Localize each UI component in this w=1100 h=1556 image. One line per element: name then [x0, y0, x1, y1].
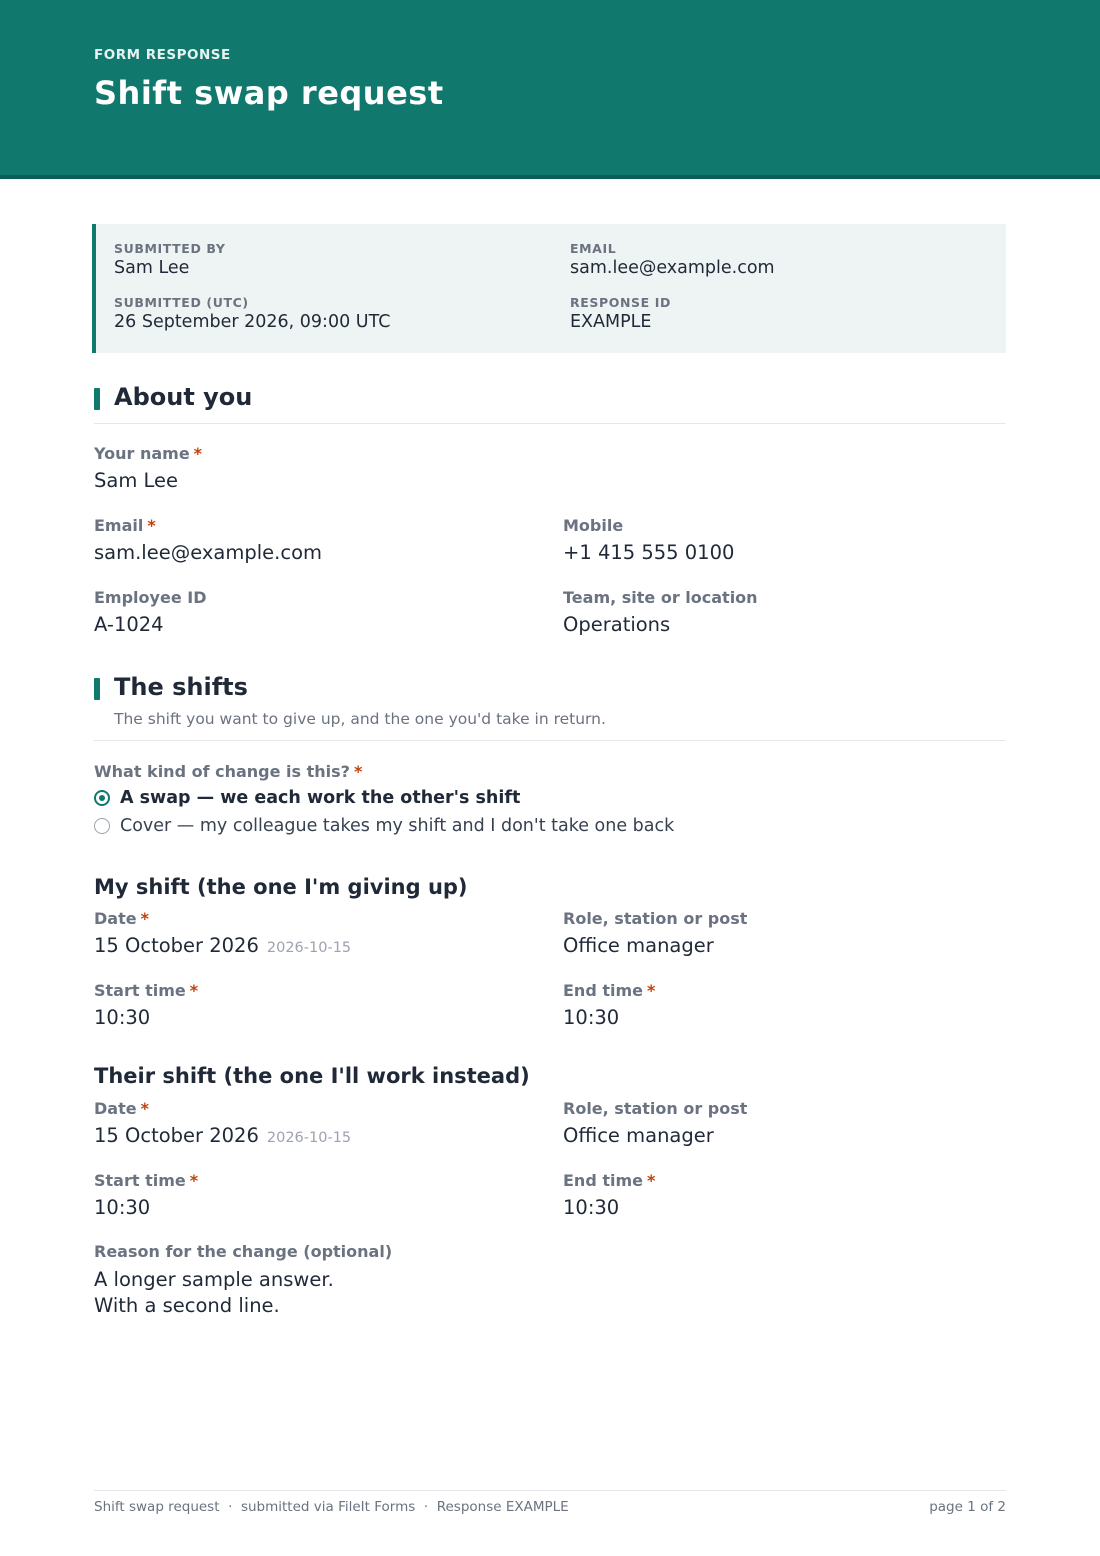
required-marker: *	[647, 981, 656, 1000]
required-marker: *	[353, 762, 363, 781]
meta-email-label: EMAIL	[570, 241, 617, 256]
required-marker: *	[140, 1099, 149, 1118]
reason-line: A longer sample answer.	[94, 1268, 334, 1291]
submitted-by	[114, 241, 225, 278]
field-label: Date *	[94, 1099, 149, 1118]
form-header	[0, 0, 1100, 179]
my-shift-role	[563, 909, 747, 957]
form-title: Shift swap request	[94, 74, 444, 112]
response-id-label: RESPONSE ID	[570, 295, 671, 310]
field-value: Sam Lee	[94, 469, 179, 492]
submitted-by-label: SUBMITTED BY	[114, 241, 226, 256]
their-shift-start	[94, 1171, 198, 1219]
required-marker: *	[647, 1171, 656, 1190]
footer-info: Shift swap request · submitted via FileIt Forms · Response EXAMPLE	[94, 1499, 569, 1515]
section-the-shifts	[94, 674, 1006, 741]
field-change-kind	[94, 762, 362, 781]
iso-date: 2026-10-15	[266, 940, 352, 956]
field-value: Office manager	[563, 934, 714, 957]
field-value: 10:30	[94, 1006, 151, 1029]
response-id-value: EXAMPLE	[570, 312, 652, 332]
field-label: Employee ID	[94, 588, 207, 607]
required-marker: *	[193, 444, 203, 463]
field-label: Start time *	[94, 981, 199, 1000]
field-label: What kind of change is this? *	[94, 762, 363, 781]
section-about-you	[94, 384, 1006, 424]
form-eyebrow: FORM RESPONSE	[94, 47, 231, 63]
section-accent-bar	[94, 388, 100, 410]
page-number: page 1 of 2	[929, 1499, 1006, 1515]
field-employee-id	[94, 588, 206, 636]
my-shift-start	[94, 981, 198, 1029]
field-label: Your name *	[94, 444, 203, 463]
meta-email	[570, 241, 775, 278]
field-value: 10:30	[563, 1006, 620, 1029]
radio-option-label: A swap — we each work the other's shift	[120, 788, 521, 808]
field-label: End time *	[563, 1171, 656, 1190]
section-title: The shifts	[114, 673, 248, 701]
field-value: A-1024	[94, 613, 164, 636]
their-shift-role	[563, 1099, 747, 1147]
section-accent-bar	[94, 678, 100, 700]
field-label: Team, site or location	[563, 588, 758, 607]
section-subtitle: The shift you want to give up, and the one you'd take in return.	[114, 710, 606, 728]
field-label: Mobile	[563, 516, 624, 535]
their-shift-date	[94, 1099, 351, 1147]
meta-email-value: sam.lee@example.com	[570, 258, 775, 278]
field-label: Role, station or post	[563, 909, 748, 928]
field-value: 15 October 2026 2026-10-15	[94, 1124, 352, 1147]
field-label: Start time *	[94, 1171, 199, 1190]
field-label: Date *	[94, 909, 149, 928]
field-value: sam.lee@example.com	[94, 541, 322, 564]
field-value: Operations	[563, 613, 671, 636]
field-your-name	[94, 444, 202, 492]
field-label: Reason for the change (optional)	[94, 1242, 393, 1261]
submitted-utc	[114, 295, 390, 332]
field-value: 10:30	[94, 1196, 151, 1219]
radio-option-swap	[94, 788, 520, 808]
submitted-by-value: Sam Lee	[114, 258, 190, 278]
field-reason	[94, 1242, 392, 1319]
required-marker: *	[189, 981, 199, 1000]
section-title: About you	[114, 383, 253, 411]
field-value: +1 415 555 0100	[563, 541, 735, 564]
required-marker: *	[140, 909, 149, 928]
radio-unselected-icon	[94, 818, 110, 834]
field-team	[563, 588, 758, 636]
field-mobile	[563, 516, 734, 564]
radio-option-label: Cover — my colleague takes my shift and I don't take one back	[120, 816, 675, 836]
response-id	[570, 295, 671, 332]
required-marker: *	[189, 1171, 199, 1190]
field-label: End time *	[563, 981, 656, 1000]
submission-meta	[92, 224, 1006, 353]
my-shift-heading: My shift (the one I'm giving up)	[94, 875, 468, 899]
radio-selected-icon	[94, 790, 110, 806]
their-shift-end	[563, 1171, 655, 1219]
radio-option-cover	[94, 816, 674, 836]
field-label: Email *	[94, 516, 156, 535]
required-marker: *	[147, 516, 156, 535]
submitted-utc-value: 26 September 2026, 09:00 UTC	[114, 312, 391, 332]
field-value	[94, 1267, 392, 1319]
field-value: 10:30	[563, 1196, 620, 1219]
field-label: Role, station or post	[563, 1099, 748, 1118]
their-shift-heading: Their shift (the one I'll work instead)	[94, 1064, 530, 1088]
page-footer	[94, 1490, 1006, 1515]
reason-line: With a second line.	[94, 1294, 280, 1317]
my-shift-end	[563, 981, 655, 1029]
field-email	[94, 516, 322, 564]
submitted-utc-label: SUBMITTED (UTC)	[114, 295, 249, 310]
field-value: 15 October 2026 2026-10-15	[94, 934, 352, 957]
iso-date: 2026-10-15	[266, 1130, 352, 1146]
my-shift-date	[94, 909, 351, 957]
field-value: Office manager	[563, 1124, 714, 1147]
